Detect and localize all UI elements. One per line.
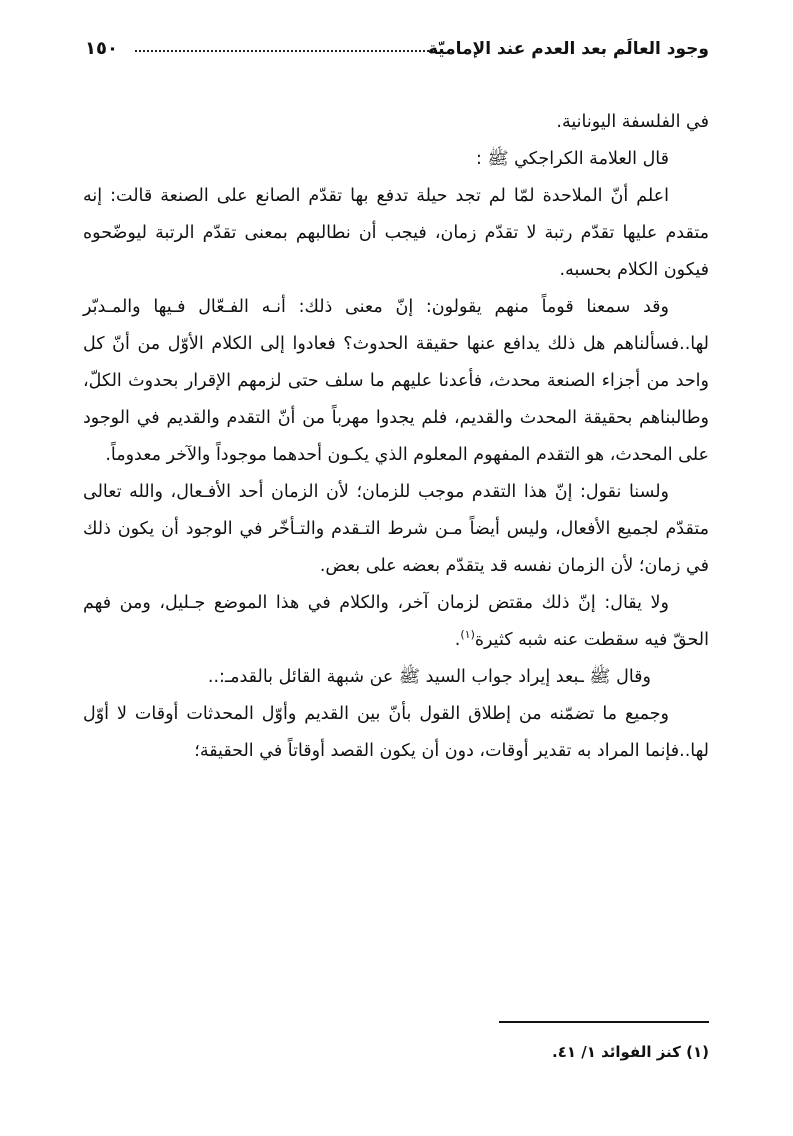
page-header (85, 34, 709, 64)
main-text (83, 104, 709, 770)
paragraph-5: ولسنا نقول: إنّ هذا التقدم موجب للزمان؛ لأن الزمان أحد الأفـعال، والله تعالى متقدّم لجميع الأفعال، وليس أيضاً مـن شرط التـقدم والتـأخّر في الوجود أن يكون ذلك في زمان؛ لأن الزمان نفسه قد يتقدّم بعضه على بعض. (83, 482, 709, 576)
running-title: وجود العالَم بعد العدم عند الإماميّة (427, 39, 709, 59)
footnote-separator (499, 1021, 709, 1023)
paragraph-6 (83, 585, 709, 659)
paragraph-2: قال العلامة الكراجكي ﷺ : (476, 149, 669, 169)
footnote-marker: (١) (460, 628, 475, 642)
dotted-leader (135, 44, 437, 52)
page-number: ١٥٠ (85, 38, 118, 59)
paragraph-7: وقال ﷺ ـبعد إيراد جواب السيد ﷺ عن شبهة القائل بالقدمـ:.. (207, 667, 651, 687)
paragraph-6-text: ولا يقال: إنّ ذلك مقتض لزمان آخر، والكلام في هذا الموضع جـليل، ومن فهم الحقّ فيه سقطت عنه شبه كثيرة (83, 593, 709, 650)
paragraph-3: اعلم أنّ الملاحدة لمّا لم تجد حيلة تدفع بها تقدّم الصانع على الصنعة قالت: إنه متقدم عليها تقدّم رتبة لا تقدّم زمان، فيجب أن نطالبهم بمعنى تقدّم الرتبة ليوضّحوه فيكون الكلام بحسبه. (83, 186, 709, 280)
paragraph-8: وجميع ما تضمّنه من إطلاق القول بأنّ بين القديم وأوّل المحدثات أوقات لا أوّل لها..فإنما المراد به تقدير أوقات، دون أن يكون القصد أوقاتاً في الحقيقة؛ (83, 704, 709, 761)
footnote: (١) كنز الفوائد ١/ ٤١. (551, 1043, 709, 1061)
paragraph-4: وقد سمعنا قوماً منهم يقولون: إنّ معنى ذلك: أنـه الفـعّال فـيها والمـدبّر لها..فسألناهم هل ذلك يدافع عنها حقيقة الحدوث؟ فعادوا إلى الكلام الأوّل من أنّ كل واحد من أجزاء الصنعة محدث، فأعدنا عليهم ما سلف حتى لزمهم الإقرار بحدوث الكلّ، وطالبناهم بحقيقة المحدث والقديم، فلم يجدوا مهرباً من أنّ التقدم والقديم في الوجود على المحدث، هو التقدم المفهوم المعلوم الذي يكـون أحدهما موجوداً والآخر معدوماً. (83, 297, 709, 465)
paragraph-1: في الفلسفة اليونانية. (556, 112, 709, 132)
paragraph-6-end: . (454, 630, 461, 650)
